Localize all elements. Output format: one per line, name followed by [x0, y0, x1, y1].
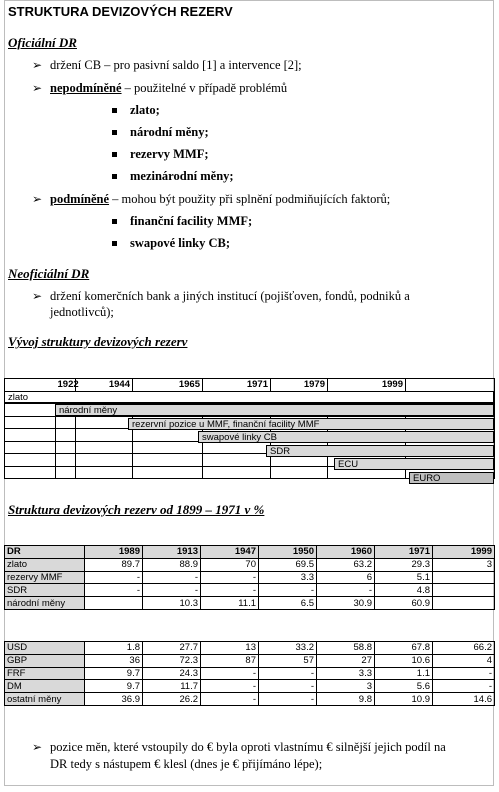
- timeline-bar-swap-lines: swapové linky CB: [198, 431, 494, 443]
- structure-heading: Struktura devizových rezerv od 1899 – 1971 v %: [8, 502, 265, 517]
- table-cell: 27: [317, 654, 375, 667]
- unconditional-desc: – použitelné v případě problémů: [121, 81, 288, 95]
- table-cell: 1.8: [85, 642, 143, 655]
- table-row: [5, 558, 495, 571]
- footer-line2: DR tedy s nástupem € klesl (dnes je € přijímáno lépe);: [50, 757, 323, 771]
- list-item: národní měny;: [130, 125, 209, 139]
- structure-table-main: [4, 545, 495, 610]
- table-cell: -: [317, 584, 375, 597]
- table-cell: -: [259, 680, 317, 693]
- table-cell: -: [85, 584, 143, 597]
- table-cell: 6: [317, 571, 375, 584]
- official-bullet-holding: držení CB – pro pasivní saldo [1] a intervence [2];: [50, 58, 302, 72]
- table-cell: 10.6: [375, 654, 433, 667]
- list-item: mezinárodní měny;: [130, 169, 234, 183]
- table-cell: 5.6: [375, 680, 433, 693]
- table-header-cell: 1989: [85, 546, 143, 559]
- table-row: [5, 571, 495, 584]
- year-1922: 1922: [57, 379, 79, 391]
- table-cell: 87: [201, 654, 259, 667]
- table-cell: 69.5: [259, 558, 317, 571]
- timeline-year: 1971: [203, 379, 271, 392]
- table-cell: 72.3: [143, 654, 201, 667]
- table-cell: 9.7: [85, 680, 143, 693]
- table-cell: -: [259, 667, 317, 680]
- table-header-cell: 1913: [143, 546, 201, 559]
- table-cell: rezervy MMF: [5, 571, 85, 584]
- table-cell: 5.1: [375, 571, 433, 584]
- table-header-cell: 1947: [201, 546, 259, 559]
- timeline-bar-gold: zlato: [4, 391, 494, 403]
- table-cell: 89.7: [85, 558, 143, 571]
- timeline-year: 1944: [76, 379, 133, 392]
- official-bullet-conditional: [50, 192, 390, 207]
- timeline-year: 1999: [328, 379, 406, 392]
- table-cell: -: [201, 693, 259, 706]
- table-header-cell: DR: [5, 546, 85, 559]
- list-item: rezervy MMF;: [130, 147, 209, 161]
- table-cell: 24.3: [143, 667, 201, 680]
- table-cell: 88.9: [143, 558, 201, 571]
- table-header-row: [5, 546, 495, 559]
- table-header-cell: 1950: [259, 546, 317, 559]
- table-cell: 3: [433, 558, 495, 571]
- timeline-year: [56, 379, 79, 392]
- table-row: [5, 642, 495, 655]
- timeline-bar-ecu: ECU: [334, 458, 494, 470]
- timeline-cell: [406, 379, 495, 392]
- table-cell: -: [143, 571, 201, 584]
- timeline-cell: [5, 441, 56, 454]
- table-cell: SDR: [5, 584, 85, 597]
- list-item: swapové linky CB;: [130, 236, 231, 250]
- table-cell: 67.8: [375, 642, 433, 655]
- table-cell: 6.5: [259, 597, 317, 610]
- timeline-cell: [5, 416, 56, 429]
- table-row: [5, 667, 495, 680]
- unconditional-label: nepodmíněné: [50, 81, 122, 95]
- table-cell: FRF: [5, 667, 85, 680]
- table-cell: 70: [201, 558, 259, 571]
- table-cell: národní měny: [5, 597, 85, 610]
- table-header-cell: 1960: [317, 546, 375, 559]
- table-cell: -: [433, 680, 495, 693]
- arrow-bullet-icon: ➢: [32, 81, 43, 95]
- table-cell: -: [201, 571, 259, 584]
- timeline-cell: [5, 379, 56, 392]
- table-cell: 27.7: [143, 642, 201, 655]
- table-cell: ostatní měny: [5, 693, 85, 706]
- square-bullet-icon: [112, 174, 117, 179]
- unofficial-bullet-line2: jednotlivců);: [50, 305, 114, 319]
- table-cell: DM: [5, 680, 85, 693]
- footer-line1: pozice měn, které vstoupily do € byla oproti vlastnímu € silnější jejich podíl na: [50, 740, 446, 754]
- table-cell: [433, 571, 495, 584]
- table-cell: -: [85, 571, 143, 584]
- table-cell: 36.9: [85, 693, 143, 706]
- timeline-header-row: [5, 379, 495, 392]
- conditional-desc: – mohou být použity při splnění podmiňujících faktorů;: [109, 192, 391, 206]
- table-cell: 13: [201, 642, 259, 655]
- table-cell: [85, 597, 143, 610]
- table-cell: 60.9: [375, 597, 433, 610]
- table-row: [5, 680, 495, 693]
- unofficial-heading: Neoficiální DR: [8, 266, 90, 281]
- table-cell: -: [201, 667, 259, 680]
- square-bullet-icon: [112, 152, 117, 157]
- structure-table-currencies: [4, 641, 495, 706]
- table-cell: -: [143, 584, 201, 597]
- table-cell: USD: [5, 642, 85, 655]
- table-cell: 29.3: [375, 558, 433, 571]
- timeline-bar-sdr: SDR: [266, 445, 494, 457]
- table-cell: zlato: [5, 558, 85, 571]
- table-cell: 11.7: [143, 680, 201, 693]
- table-cell: 4: [433, 654, 495, 667]
- arrow-bullet-icon: ➢: [32, 740, 43, 754]
- table-cell: [433, 597, 495, 610]
- official-bullet-unconditional: [50, 81, 287, 96]
- table-cell: -: [259, 693, 317, 706]
- table-row: [5, 654, 495, 667]
- table-cell: 3.3: [317, 667, 375, 680]
- timeline-bar-national-currencies: národní měny: [55, 404, 494, 416]
- table-row: [5, 597, 495, 610]
- table-cell: -: [433, 667, 495, 680]
- table-cell: 3: [317, 680, 375, 693]
- table-cell: 11.1: [201, 597, 259, 610]
- table-cell: 3.3: [259, 571, 317, 584]
- table-header-cell: 1971: [375, 546, 433, 559]
- timeline-bar-euro: EURO: [409, 472, 494, 484]
- timeline-cell: [5, 429, 56, 442]
- timeline-year: 1965: [133, 379, 203, 392]
- timeline-cell: [5, 466, 56, 479]
- table-cell: [433, 584, 495, 597]
- table-cell: 9.7: [85, 667, 143, 680]
- page-title: STRUKTURA DEVIZOVÝCH REZERV: [8, 4, 233, 19]
- conditional-label: podmíněné: [50, 192, 110, 206]
- table-cell: 30.9: [317, 597, 375, 610]
- table-cell: GBP: [5, 654, 85, 667]
- table-cell: 10.3: [143, 597, 201, 610]
- table-cell: 1.1: [375, 667, 433, 680]
- table-cell: 10.9: [375, 693, 433, 706]
- square-bullet-icon: [112, 108, 117, 113]
- list-item: finanční facility MMF;: [130, 214, 253, 228]
- square-bullet-icon: [112, 130, 117, 135]
- table-cell: 66.2: [433, 642, 495, 655]
- timeline-cell: [5, 454, 56, 467]
- table-row: [5, 584, 495, 597]
- official-heading: Oficiální DR: [8, 35, 77, 50]
- table-cell: -: [201, 584, 259, 597]
- table-cell: 4.8: [375, 584, 433, 597]
- unofficial-bullet-line1: držení komerčních bank a jiných institucí (pojišťoven, fondů, podniků a: [50, 289, 410, 303]
- table-cell: 57: [259, 654, 317, 667]
- table-cell: 58.8: [317, 642, 375, 655]
- table-cell: 14.6: [433, 693, 495, 706]
- square-bullet-icon: [112, 241, 117, 246]
- arrow-bullet-icon: ➢: [32, 289, 43, 303]
- list-item: zlato;: [130, 103, 160, 117]
- table-cell: -: [259, 584, 317, 597]
- square-bullet-icon: [112, 219, 117, 224]
- table-cell: 33.2: [259, 642, 317, 655]
- table-cell: 36: [85, 654, 143, 667]
- timeline-year: 1979: [271, 379, 328, 392]
- table-row: [5, 693, 495, 706]
- evolution-heading: Vývoj struktury devizových rezerv: [8, 334, 188, 349]
- table-cell: -: [201, 680, 259, 693]
- table-cell: 26.2: [143, 693, 201, 706]
- arrow-bullet-icon: ➢: [32, 192, 43, 206]
- table-cell: 63.2: [317, 558, 375, 571]
- table-cell: 9.8: [317, 693, 375, 706]
- table-header-cell: 1999: [433, 546, 495, 559]
- timeline-bar-imf-reserve: rezervní pozice u MMF, finanční facility MMF: [128, 418, 494, 430]
- arrow-bullet-icon: ➢: [32, 58, 43, 72]
- timeline-cell: [5, 404, 56, 417]
